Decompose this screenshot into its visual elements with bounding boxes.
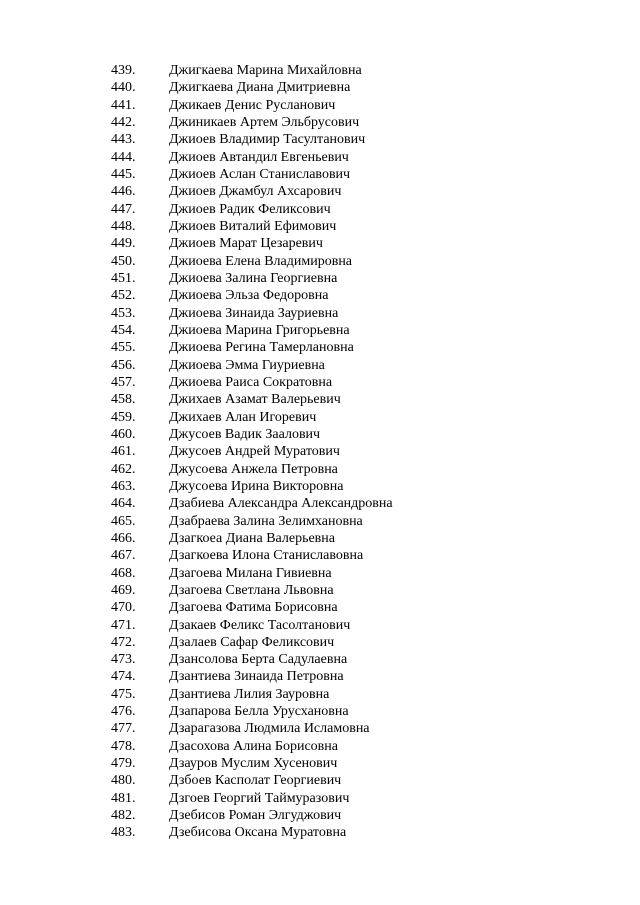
person-name: Дзантиева Лилия Зауровна bbox=[169, 686, 330, 702]
item-number: 448. bbox=[111, 218, 136, 234]
list-item bbox=[0, 461, 640, 478]
list-item bbox=[0, 409, 640, 426]
list-item bbox=[0, 426, 640, 443]
item-number: 477. bbox=[111, 721, 136, 737]
list-item bbox=[0, 79, 640, 96]
person-name: Дзапарова Белла Урусхановна bbox=[169, 704, 349, 720]
person-name: Джусоев Андрей Муратович bbox=[169, 444, 340, 460]
list-item bbox=[0, 114, 640, 131]
list-item bbox=[0, 668, 640, 685]
item-number: 450. bbox=[111, 253, 136, 269]
person-name: Джиоева Залина Георгиевна bbox=[169, 270, 338, 286]
item-number: 470. bbox=[111, 600, 136, 616]
name-list bbox=[0, 62, 640, 842]
person-name: Джиоева Эмма Гиуриевна bbox=[169, 357, 325, 373]
person-name: Джиоева Эльза Федоровна bbox=[169, 288, 329, 304]
list-item bbox=[0, 634, 640, 651]
person-name: Джихаев Азамат Валерьевич bbox=[169, 392, 341, 408]
item-number: 447. bbox=[111, 201, 136, 217]
person-name: Джиоев Джамбул Ахсарович bbox=[169, 184, 342, 200]
item-number: 462. bbox=[111, 461, 136, 477]
person-name: Дзгоев Георгий Таймуразович bbox=[169, 790, 350, 806]
list-item bbox=[0, 703, 640, 720]
item-number: 473. bbox=[111, 652, 136, 668]
item-number: 483. bbox=[111, 825, 136, 841]
person-name: Дзансолова Берта Садулаевна bbox=[169, 652, 348, 668]
person-name: Джиоева Зинаида Зауриевна bbox=[169, 305, 339, 321]
person-name: Дзагоева Милана Гивиевна bbox=[169, 565, 332, 581]
person-name: Джиоева Марина Григорьевна bbox=[169, 322, 350, 338]
item-number: 445. bbox=[111, 166, 136, 182]
list-item bbox=[0, 807, 640, 824]
list-item bbox=[0, 374, 640, 391]
list-item bbox=[0, 166, 640, 183]
item-number: 452. bbox=[111, 288, 136, 304]
list-item bbox=[0, 530, 640, 547]
item-number: 476. bbox=[111, 704, 136, 720]
person-name: Джиоев Марат Цезаревич bbox=[169, 236, 323, 252]
person-name: Дзауров Муслим Хусенович bbox=[169, 756, 338, 772]
item-number: 461. bbox=[111, 444, 136, 460]
list-item bbox=[0, 599, 640, 616]
list-item bbox=[0, 253, 640, 270]
item-number: 479. bbox=[111, 756, 136, 772]
item-number: 469. bbox=[111, 582, 136, 598]
person-name: Дзагкоеа Диана Валерьевна bbox=[169, 530, 335, 546]
list-item bbox=[0, 62, 640, 79]
list-item bbox=[0, 790, 640, 807]
item-number: 444. bbox=[111, 149, 136, 165]
person-name: Дзагкоева Илона Станиславовна bbox=[169, 548, 364, 564]
item-number: 471. bbox=[111, 617, 136, 633]
person-name: Дзбоев Касполат Георгиевич bbox=[169, 773, 342, 789]
item-number: 460. bbox=[111, 426, 136, 442]
list-item bbox=[0, 97, 640, 114]
person-name: Дзабраева Залина Зелимхановна bbox=[169, 513, 363, 529]
item-number: 443. bbox=[111, 132, 136, 148]
list-item bbox=[0, 443, 640, 460]
person-name: Джусоева Анжела Петровна bbox=[169, 461, 338, 477]
person-name: Джиоев Виталий Ефимович bbox=[169, 218, 337, 234]
item-number: 457. bbox=[111, 374, 136, 390]
item-number: 449. bbox=[111, 236, 136, 252]
list-item bbox=[0, 755, 640, 772]
item-number: 440. bbox=[111, 80, 136, 96]
list-item bbox=[0, 322, 640, 339]
person-name: Дзебисов Роман Элгуджович bbox=[169, 808, 342, 824]
person-name: Джигкаева Диана Дмитриевна bbox=[169, 80, 351, 96]
person-name: Дзебисова Оксана Муратовна bbox=[169, 825, 347, 841]
person-name: Джигкаева Марина Михайловна bbox=[169, 63, 362, 78]
person-name: Джихаев Алан Игоревич bbox=[169, 409, 317, 425]
item-number: 441. bbox=[111, 97, 136, 113]
person-name: Дзантиева Зинаида Петровна bbox=[169, 669, 344, 685]
list-item bbox=[0, 565, 640, 582]
person-name: Джиоева Регина Тамерлановна bbox=[169, 340, 354, 356]
list-item bbox=[0, 201, 640, 218]
person-name: Джиоева Елена Владимировна bbox=[169, 253, 353, 269]
item-number: 468. bbox=[111, 565, 136, 581]
list-item bbox=[0, 738, 640, 755]
item-number: 466. bbox=[111, 530, 136, 546]
item-number: 472. bbox=[111, 634, 136, 650]
list-item bbox=[0, 149, 640, 166]
list-item bbox=[0, 720, 640, 737]
list-item bbox=[0, 513, 640, 530]
item-number: 478. bbox=[111, 738, 136, 754]
item-number: 451. bbox=[111, 270, 136, 286]
list-item bbox=[0, 235, 640, 252]
item-number: 463. bbox=[111, 478, 136, 494]
list-item bbox=[0, 772, 640, 789]
person-name: Джусоев Вадик Заалович bbox=[169, 426, 321, 442]
person-name: Джиоев Радик Феликсович bbox=[169, 201, 331, 217]
item-number: 439. bbox=[111, 63, 136, 78]
list-item bbox=[0, 824, 640, 841]
item-number: 474. bbox=[111, 669, 136, 685]
list-item bbox=[0, 391, 640, 408]
list-item bbox=[0, 305, 640, 322]
list-item bbox=[0, 131, 640, 148]
list-item bbox=[0, 547, 640, 564]
list-item bbox=[0, 686, 640, 703]
item-number: 454. bbox=[111, 322, 136, 338]
item-number: 465. bbox=[111, 513, 136, 529]
person-name: Дзабиева Александра Александровна bbox=[169, 496, 393, 512]
person-name: Дзагоева Фатима Борисовна bbox=[169, 600, 338, 616]
person-name: Дзагоева Светлана Львовна bbox=[169, 582, 334, 598]
person-name: Джикаев Денис Русланович bbox=[169, 97, 336, 113]
person-name: Джиоев Автандил Евгеньевич bbox=[169, 149, 349, 165]
item-number: 482. bbox=[111, 808, 136, 824]
person-name: Джиоев Аслан Станиславович bbox=[169, 166, 351, 182]
item-number: 480. bbox=[111, 773, 136, 789]
item-number: 456. bbox=[111, 357, 136, 373]
item-number: 459. bbox=[111, 409, 136, 425]
list-item bbox=[0, 357, 640, 374]
person-name: Джиоева Раиса Сократовна bbox=[169, 374, 333, 390]
person-name: Джиоев Владимир Тасултанович bbox=[169, 132, 366, 148]
list-item bbox=[0, 478, 640, 495]
item-number: 458. bbox=[111, 392, 136, 408]
person-name: Дзакаев Феликс Тасолтанович bbox=[169, 617, 351, 633]
item-number: 455. bbox=[111, 340, 136, 356]
item-number: 442. bbox=[111, 114, 136, 130]
list-item bbox=[0, 270, 640, 287]
list-item bbox=[0, 183, 640, 200]
list-item bbox=[0, 287, 640, 304]
list-item bbox=[0, 339, 640, 356]
item-number: 481. bbox=[111, 790, 136, 806]
person-name: Дзасохова Алина Борисовна bbox=[169, 738, 338, 754]
item-number: 446. bbox=[111, 184, 136, 200]
list-item bbox=[0, 495, 640, 512]
item-number: 464. bbox=[111, 496, 136, 512]
person-name: Джиникаев Артем Эльбрусович bbox=[169, 114, 360, 130]
list-item bbox=[0, 218, 640, 235]
item-number: 453. bbox=[111, 305, 136, 321]
list-item bbox=[0, 617, 640, 634]
list-item bbox=[0, 651, 640, 668]
person-name: Джусоева Ирина Викторовна bbox=[169, 478, 344, 494]
item-number: 475. bbox=[111, 686, 136, 702]
list-item bbox=[0, 582, 640, 599]
person-name: Дзарагазова Людмила Исламовна bbox=[169, 721, 370, 737]
item-number: 467. bbox=[111, 548, 136, 564]
person-name: Дзалаев Сафар Феликсович bbox=[169, 634, 335, 650]
